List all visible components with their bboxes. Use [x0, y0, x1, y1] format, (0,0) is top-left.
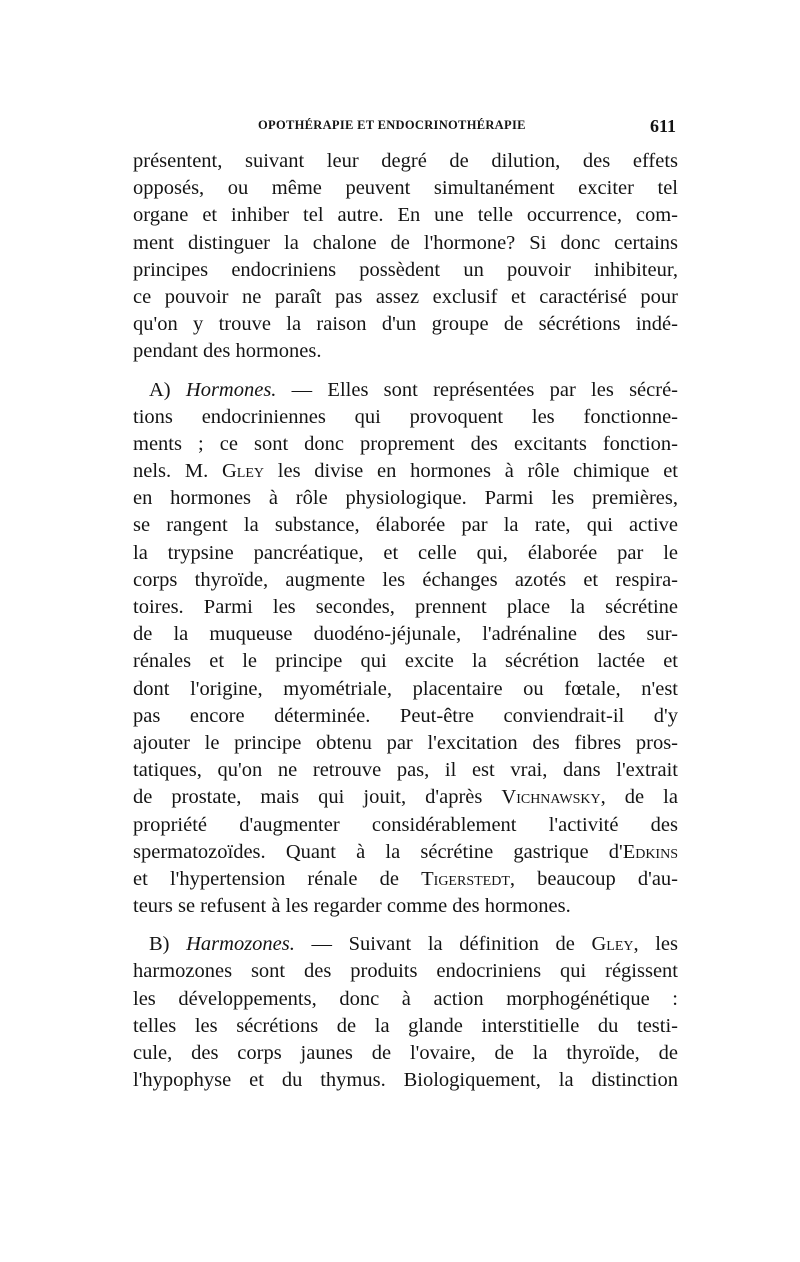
author-name: Tigerstedt [421, 867, 510, 890]
text-line: ajouter le principe obtenu par l'excitation des fibres pros- [133, 731, 678, 754]
page-number: 611 [649, 116, 676, 136]
text-line: de la muqueuse duodéno-jéjunale, l'adrénaline des sur- [133, 623, 678, 646]
author-name: Gley [591, 933, 634, 956]
author-name: Vichnawsky [501, 786, 601, 809]
text-line: organe et inhiber tel autre. En une telle occurrence, com- [133, 204, 678, 227]
text-fragment: spermatozoïdes. Quant à la sécrétine gastrique d' [133, 840, 623, 863]
text-line: tions endocriniennes qui provoquent les fonctionne- [133, 405, 678, 428]
paragraph-hormones [133, 377, 678, 921]
text-line: pas encore déterminée. Peut-être conviendrait-il d'y [133, 704, 678, 727]
body-text [133, 148, 678, 1094]
text-line: telles les sécrétions de la glande interstitielle du testi- [133, 1014, 678, 1037]
text-fragment: et l'hypertension rénale de [133, 867, 422, 890]
text-fragment: , de la [600, 786, 678, 809]
paragraph-continuation [133, 148, 678, 366]
text-line: corps thyroïde, augmente les échanges azotés et respira- [133, 568, 678, 591]
text-line: la trypsine pancréatique, et celle qui, élaborée par le [133, 541, 678, 564]
text-line: opposés, ou même peuvent simultanément exciter tel [133, 177, 678, 200]
text-line: présentent, suivant leur degré de dilution, des effets [133, 150, 678, 172]
text-fragment: de prostate, mais qui jouit, d'après [133, 786, 502, 809]
section-label: B) [149, 933, 170, 956]
text-line: propriété d'augmenter considérablement l'activité des [133, 813, 678, 836]
text-fragment: , les [633, 933, 678, 956]
text-line: cule, des corps jaunes de l'ovaire, de la thyroïde, de [133, 1042, 678, 1064]
text-line: rénales et le principe qui excite la sécrétion lactée et [133, 650, 678, 673]
text-line: pendant des hormones. [133, 340, 322, 363]
text-line [133, 931, 678, 958]
text-line: les développements, donc à action morphogénétique : [133, 987, 678, 1010]
text-line: l'hypophyse et du thymus. Biologiquement, la distinction [133, 1069, 678, 1092]
text-line: teurs se refusent à les regarder comme des hormones. [133, 895, 571, 918]
text-fragment: nels. M. [133, 460, 222, 483]
text-line [133, 866, 678, 893]
text-line: qu'on y trouve la raison d'un groupe de sécrétions indé- [133, 313, 678, 336]
author-name: Gley [222, 460, 265, 483]
text-line [133, 377, 678, 404]
text-line: ments ; ce sont donc proprement des excitants fonction- [133, 432, 678, 455]
author-name: Edkins [622, 840, 678, 863]
text-line: ment distinguer la chalone de l'hormone? Si donc certains [133, 231, 678, 254]
text-line [133, 839, 678, 866]
running-head-title: OPOTHÉRAPIE ET ENDOCRINOTHÉRAPIE [258, 118, 526, 132]
paragraph-harmozones [133, 931, 678, 1094]
text-fragment: les divise en hormones à rôle chimique et [264, 460, 678, 483]
section-label: A) [149, 378, 171, 401]
text-fragment: — Suivant la définition de [294, 933, 592, 956]
text-line: en hormones à rôle physiologique. Parmi les premières, [133, 487, 678, 510]
text-line [133, 784, 678, 811]
text-line: ce pouvoir ne paraît pas assez exclusif et caractérisé pour [133, 285, 678, 308]
running-header [258, 116, 682, 140]
text-line: harmozones sont des produits endocriniens qui régissent [133, 960, 678, 983]
text-fragment: , beaucoup d'au- [509, 867, 678, 890]
section-title: Harmozones. [186, 933, 295, 956]
section-title: Hormones. [185, 378, 277, 401]
text-line: principes endocriniens possèdent un pouvoir inhibiteur, [133, 258, 678, 281]
text-line [133, 458, 678, 485]
text-line: toires. Parmi les secondes, prennent place la sécrétine [133, 596, 678, 618]
text-line: se rangent la substance, élaborée par la rate, qui active [133, 514, 678, 537]
text-fragment: — Elles sont représentées par les sécré- [276, 378, 678, 401]
text-line: dont l'origine, myométriale, placentaire ou fœtale, n'est [133, 677, 678, 700]
text-line: tatiques, qu'on ne retrouve pas, il est vrai, dans l'extrait [133, 759, 678, 782]
